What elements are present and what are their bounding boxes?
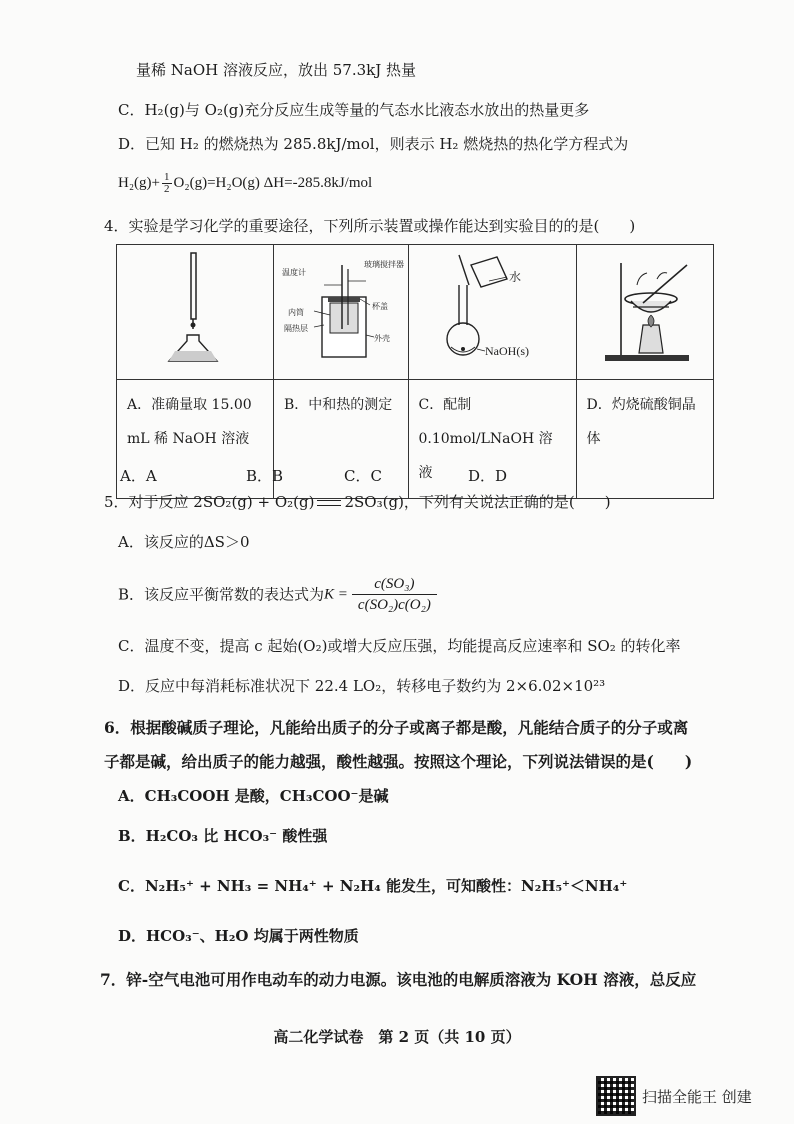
q6-option-b: B．H₂CO₃ 比 HCO₃⁻ 酸性强 — [118, 827, 328, 845]
q5-option-d: D．反应中每消耗标准状况下 22.4 LO₂，转移电子数约为 2×6.02×10²³ — [118, 677, 606, 695]
scanner-text: 扫描全能王 创建 — [642, 1087, 752, 1106]
q4-answer-d: D．D — [468, 467, 508, 485]
page-footer: 高二化学试卷 第 2 页（共 10 页） — [273, 1028, 521, 1046]
equilibrium-arrow-icon — [317, 498, 341, 508]
q5-b-fraction — [352, 574, 437, 615]
q4-answer-b: B．B — [246, 467, 284, 485]
q4-stem: 4．实验是学习化学的重要途径，下列所示装置或操作能达到实验目的的是( ) — [104, 217, 636, 235]
q3-eq-right: O₂(g)=H₂O(g) ΔH=-285.8kJ/mol — [173, 174, 373, 191]
q5-option-c: C．温度不变，提高 c 起始(O₂)或增大反应压强，均能提高反应速率和 SO₂ 的转化率 — [118, 637, 681, 655]
caption-c: C．配制 0.10mol/LNaOH 溶液 — [408, 380, 576, 499]
label-water: 水 — [508, 270, 521, 284]
label-lid: 杯盖 — [372, 302, 388, 311]
q3-eq-fraction — [162, 172, 172, 195]
label-thermometer: 温度计 — [282, 268, 306, 277]
q6-option-c: C．N₂H₅⁺ + NH₃ = NH₄⁺ + N₂H₄ 能发生，可知酸性：N₂H₅⁺＜NH₄⁺ — [118, 877, 628, 895]
volumetric-flask-diagram — [409, 245, 575, 375]
q4-answer-c: C．C — [344, 467, 382, 485]
label-stirrer: 玻璃搅拌器 — [364, 260, 404, 269]
q3-eq-left: H₂(g)+ — [118, 174, 161, 191]
figure-d-crucible — [576, 245, 714, 380]
scanner-watermark — [596, 1076, 752, 1116]
q5-b-num: c(SO₃) — [352, 574, 437, 595]
q6-stem-line2: 子都是碱，给出质子的能力越强，酸性越强。按照这个理论，下列说法错误的是( ) — [104, 752, 693, 771]
crucible-burner-diagram — [577, 245, 713, 375]
figure-c-volumetric-flask — [408, 245, 576, 380]
caption-a: A．准确量取 15.00 mL 稀 NaOH 溶液 — [117, 380, 274, 499]
q7-stem: 7．锌-空气电池可用作电动车的动力电源。该电池的电解质溶液为 KOH 溶液，总反应 — [100, 970, 697, 989]
burette-flask-diagram — [117, 245, 272, 375]
q3-option-c: C．H₂(g)与 O₂(g)充分反应生成等量的气态水比液态水放出的热量更多 — [118, 101, 590, 119]
q5-stem-post: 2SO₃(g)，下列有关说法正确的是( ) — [344, 493, 611, 511]
q5-b-den: c(SO₂)c(O₂) — [357, 597, 431, 613]
q5-option-a: A．该反应的ΔS＞0 — [118, 533, 250, 551]
caption-b: B．中和热的测定 — [274, 380, 409, 499]
caption-d: D．灼烧硫酸铜晶体 — [576, 380, 714, 499]
q6-option-d: D．HCO₃⁻、H₂O 均属于两性物质 — [118, 927, 359, 945]
q3-eq-den: 2 — [164, 183, 170, 195]
label-insulation: 隔热层 — [284, 324, 308, 333]
label-naoh-solid: NaOH(s) — [484, 344, 529, 358]
q6-stem-line1: 6．根据酸碱质子理论，凡能给出质子的分子或离子都是酸，凡能结合质子的分子或离 — [104, 718, 689, 737]
q4-answer-a: A．A — [120, 467, 157, 485]
figure-b-calorimeter — [274, 245, 409, 380]
q3-equation — [118, 172, 372, 195]
q3-eq-num: 1 — [164, 171, 170, 183]
q6-option-a: A．CH₃COOH 是酸，CH₃COO⁻是碱 — [118, 787, 389, 805]
label-shell: 外壳 — [374, 334, 390, 343]
q5-b-k: K = — [324, 586, 348, 603]
q5-stem-pre: 5．对于反应 2SO₂(g) + O₂(g) — [104, 493, 315, 511]
qr-code-icon — [596, 1076, 636, 1116]
q3-option-d: D．已知 H₂ 的燃烧热为 285.8kJ/mol，则表示 H₂ 燃烧热的热化学方程式为 — [118, 135, 629, 153]
q5-stem — [104, 492, 611, 512]
q3-continuation: 量稀 NaOH 溶液反应，放出 57.3kJ 热量 — [136, 61, 417, 79]
figure-a-burette — [117, 245, 274, 380]
calorimeter-diagram — [274, 245, 407, 375]
q4-apparatus-table — [116, 244, 714, 499]
q5-option-b — [118, 574, 437, 615]
label-inner-tube: 内筒 — [288, 308, 304, 317]
q5-b-pre: B．该反应平衡常数的表达式为 — [118, 585, 325, 604]
